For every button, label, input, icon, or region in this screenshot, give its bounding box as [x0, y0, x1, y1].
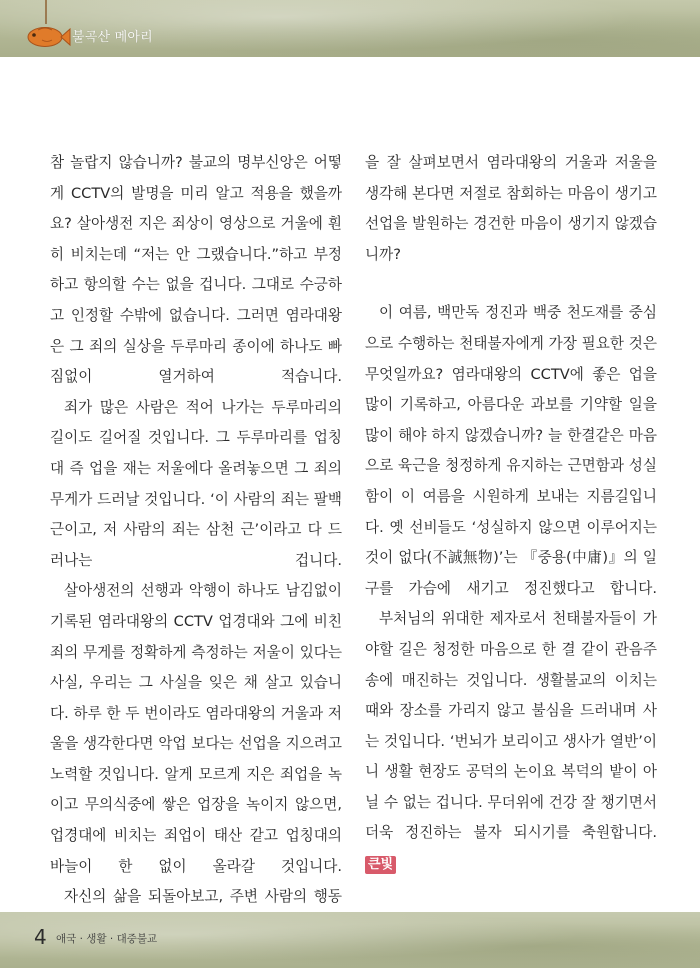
paragraph: 살아생전의 선행과 악행이 하나도 남김없이 기록된 염라대왕의 CCTV 업경대와 그에 비친 죄의 무게를 정확하게 측정하는 저울이 있다는 사실, 우리는 그 사실을 잊은 채 살고 있습니다. 하루 한 두 번이라도 염라대왕의 거울과 저울을 생각한다면 악업 보다는 선업을 지으려고 노력할 것입니다. 알게 모르게 지은 죄업을 녹이고 무의식중에 쌓은 업장을 녹이지 않으면, 업경대에 비치는 죄업이 태산 같고 업칭대의 바늘이 한 없이 올라갈 것입니다.	[50, 582, 342, 875]
paragraph: 부처님의 위대한 제자로서 천태불자들이 가야할 길은 청정한 마음으로 한 결 같이 관음주송에 매진하는 것입니다. 생활불교의 이치는 때와 장소를 가리지 않고 불심을 드러내며 사는 것입니다. ‘번뇌가 보리이고 생사가 열반’이니 생활 현장도 공덕의 논이요 복덕의 밭이 아닐 수 없는 겁니다. 무더위에 건강 잘 챙기면서 더욱 정진하는 불자 되시기를 축원합니다.	[365, 610, 657, 842]
footer-band	[0, 912, 700, 968]
author-signature: 큰빛	[365, 856, 396, 874]
paragraph: 을 잘 살펴보면서 염라대왕의 거울과 저울을 생각해 본다면 저절로 참회하는 마음이 생기고 선업을 발원하는 경건한 마음이 생기지 않겠습니까?	[365, 154, 657, 263]
paragraph: 자신의 삶을 되돌아보고, 주변 사람의 행동	[64, 888, 342, 906]
page-number: 4	[34, 925, 47, 949]
article-column-right	[365, 148, 657, 880]
paragraph: 이 여름, 백만독 정진과 백중 천도재를 중심으로 수행하는 천태불자에게 가장 필요한 것은 무엇일까요? 염라대왕의 CCTV에 좋은 업을 많이 기록하고, 아름다운 과보를 기약할 일을 많이 해야 하지 않겠습니까? 늘 한결같은 마음으로 육근을 청정하게 유지하는 근면함과 성실함이 이 여름을 시원하게 보내는 지름길입니다. 옛 선비들도 ‘성실하지 않으면 이루어지는 것이 없다(不誠無物)’는 『중용(中庸)』의 일구를 가슴에 새기고 정진했다고 합니다.	[365, 304, 657, 597]
header-band	[0, 0, 700, 57]
wooden-fish-icon	[16, 0, 72, 54]
article-column-left	[50, 148, 342, 913]
footer-tagline: 애국 · 생활 · 대중불교	[56, 933, 158, 945]
paragraph: 죄가 많은 사람은 적어 나가는 두루마리의 길이도 길어질 것입니다. 그 두루마리를 업칭대 즉 업을 재는 저울에다 올려놓으면 그 죄의 무게가 드러날 것입니다. ‘이 사람의 죄는 팔백근이고, 저 사람의 죄는 삼천 근’이라고 다 드러나는 겁니다.	[50, 398, 342, 569]
paragraph: 참 놀랍지 않습니까? 불교의 명부신앙은 어떻게 CCTV의 발명을 미리 알고 적용을 했을까요? 살아생전 지은 죄상이 영상으로 거울에 훤히 비치는데 “저는 안 그랬습니다.”하고 부정하고 항의할 수는 없을 겁니다. 그대로 수긍하고 인정할 수밖에 없습니다. 그러면 염라대왕은 그 죄의 실상을 두루마리 종이에 하나도 빠짐없이 열거하여 적습니다.	[50, 154, 342, 386]
section-title: 불곡산 메아리	[72, 30, 153, 45]
